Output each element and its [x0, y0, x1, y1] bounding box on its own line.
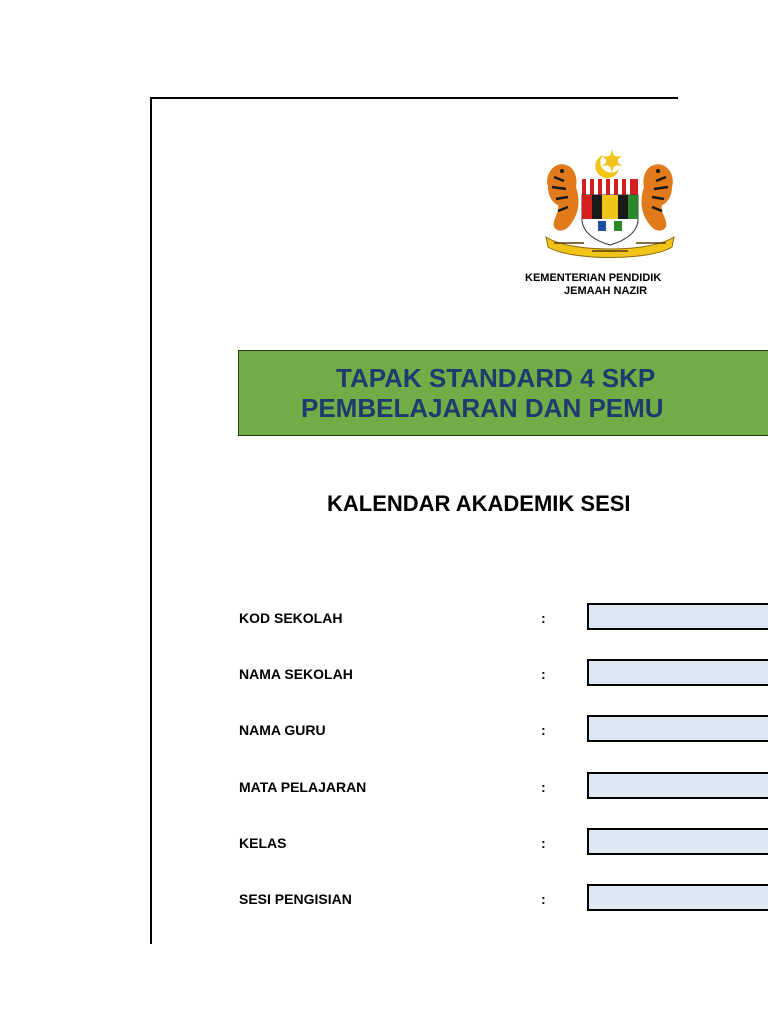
ministry-heading — [525, 272, 685, 302]
kelas-label: KELAS — [239, 835, 287, 851]
mata-pelajaran-label: MATA PELAJARAN — [239, 779, 367, 795]
colon: : — [541, 779, 546, 795]
mata-pelajaran-input[interactable] — [587, 772, 768, 799]
coat-of-arms-icon — [540, 147, 680, 262]
nama-guru-input[interactable] — [587, 715, 768, 742]
kelas-input[interactable] — [587, 828, 768, 855]
banner-title-line1: TAPAK STANDARD 4 SKP — [336, 363, 656, 393]
division-name: JEMAAH NAZIR — [564, 285, 648, 297]
ministry-name: KEMENTERIAN PENDIDIK — [525, 272, 662, 284]
kod-sekolah-label: KOD SEKOLAH — [239, 610, 343, 626]
title-banner-text — [239, 351, 676, 434]
nama-sekolah-input[interactable] — [587, 659, 768, 686]
colon: : — [541, 610, 546, 626]
banner-title-line2: PEMBELAJARAN DAN PEMU — [301, 393, 664, 423]
kod-sekolah-input[interactable] — [587, 603, 768, 630]
sesi-pengisian-input[interactable] — [587, 884, 768, 911]
nama-sekolah-label: NAMA SEKOLAH — [239, 666, 353, 682]
colon: : — [541, 722, 546, 738]
nama-guru-label: NAMA GURU — [239, 722, 326, 738]
subtitle — [238, 490, 676, 522]
sesi-pengisian-label: SESI PENGISIAN — [239, 891, 352, 907]
colon: : — [541, 666, 546, 682]
colon: : — [541, 835, 546, 851]
colon: : — [541, 891, 546, 907]
subtitle-text: KALENDAR AKADEMIK SESI — [327, 491, 631, 516]
